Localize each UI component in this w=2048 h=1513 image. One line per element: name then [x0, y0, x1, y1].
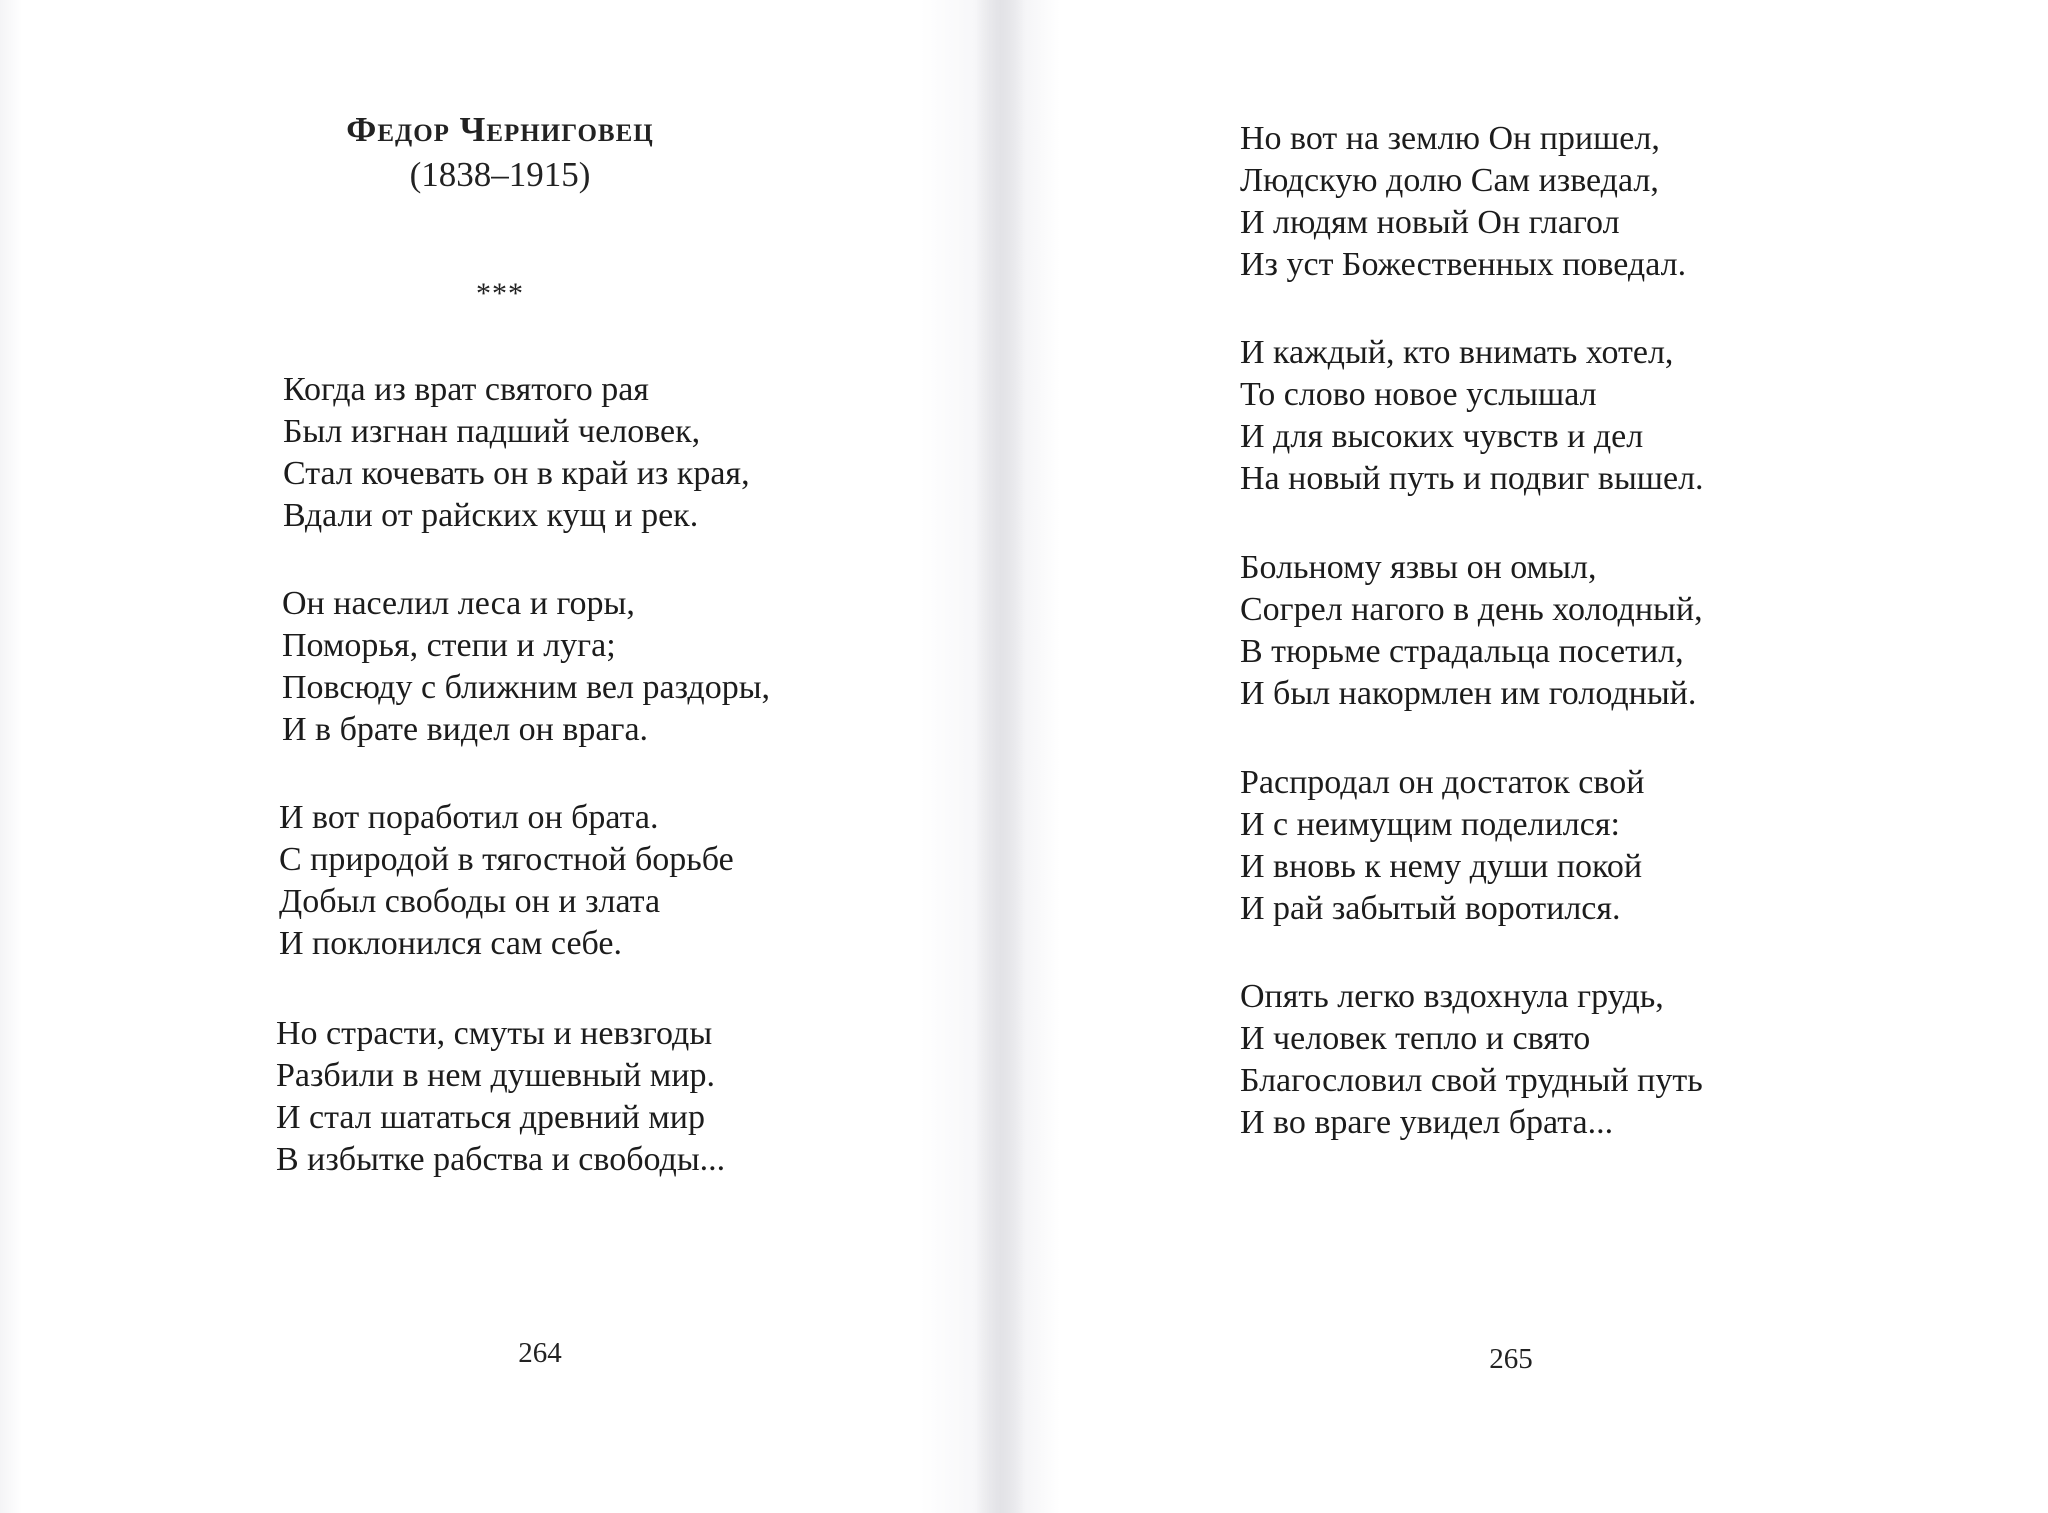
stanza [276, 1013, 725, 1181]
verse-line: И вновь к нему души покой [1240, 848, 1643, 885]
verse-line: Опять легко вздохнула грудь, [1240, 978, 1664, 1015]
stanza [283, 369, 750, 537]
verse-line: Стал кочевать он в край из края, [283, 455, 750, 492]
verse-line: На новый путь и подвиг вышел. [1240, 460, 1704, 497]
verse-line: Распродал он достаток свой [1240, 764, 1645, 801]
verse-line: С природой в тягостной борьбе [279, 841, 734, 878]
verse-line: И был накормлен им голодный. [1240, 675, 1697, 712]
verse-line: И стал шататься древний мир [276, 1099, 705, 1136]
verse-line: И поклонился сам себе. [279, 925, 622, 962]
stanza [1240, 332, 1704, 500]
verse-line: Добыл свободы он и злата [279, 883, 661, 920]
verse-line: И каждый, кто внимать хотел, [1240, 334, 1674, 371]
verse-line: И с неимущим поделился: [1240, 806, 1620, 843]
verse-line: И во враге увидел брата... [1240, 1104, 1614, 1141]
verse-line: Он населил леса и горы, [282, 585, 635, 622]
stanza [1240, 976, 1703, 1144]
verse-line: Вдали от райских кущ и рек. [283, 497, 699, 534]
author-name: Федор Черниговец [346, 110, 654, 149]
stanza [282, 583, 770, 751]
verse-line: Людскую долю Сам изведал, [1240, 162, 1659, 199]
author-years: (1838–1915) [409, 155, 591, 194]
verse-line: Но вот на землю Он пришел, [1240, 120, 1660, 157]
verse-line: Но страсти, смуты и невзгоды [276, 1015, 713, 1052]
stanza [1240, 762, 1644, 930]
verse-line: И для высоких чувств и дел [1240, 418, 1644, 455]
verse-line: И человек тепло и свято [1240, 1020, 1591, 1057]
verse-line: И рай забытый воротился. [1240, 890, 1621, 927]
verse-line: И в брате видел он врага. [282, 711, 649, 748]
stanza [1240, 547, 1703, 715]
verse-line: И людям новый Он глагол [1240, 204, 1620, 241]
page-number: 264 [518, 1337, 562, 1369]
verse-line: В избытке рабства и свободы... [276, 1141, 726, 1178]
verse-line: В тюрьме страдальца посетил, [1240, 633, 1684, 670]
verse-line: И вот поработил он брата. [279, 799, 659, 836]
left-page [0, 0, 1000, 1513]
right-page [1000, 0, 2048, 1513]
page-number: 265 [1489, 1343, 1533, 1375]
verse-line: Разбили в нем душевный мир. [276, 1057, 716, 1094]
verse-line: Из уст Божественных поведал. [1240, 246, 1687, 283]
stanza [1240, 118, 1686, 286]
verse-line: Согрел нагого в день холодный, [1240, 591, 1703, 628]
verse-line: Больному язвы он омыл, [1240, 549, 1597, 586]
verse-line: То слово новое услышал [1240, 376, 1597, 413]
verse-line: Поморья, степи и луга; [282, 627, 616, 664]
poem-asterism: *** [476, 277, 524, 310]
verse-line: Был изгнан падший человек, [283, 413, 701, 450]
verse-line: Повсюду с ближним вел раздоры, [282, 669, 771, 706]
stanza [279, 797, 734, 965]
verse-line: Благословил свой трудный путь [1240, 1062, 1703, 1099]
verse-line: Когда из врат святого рая [283, 371, 649, 408]
